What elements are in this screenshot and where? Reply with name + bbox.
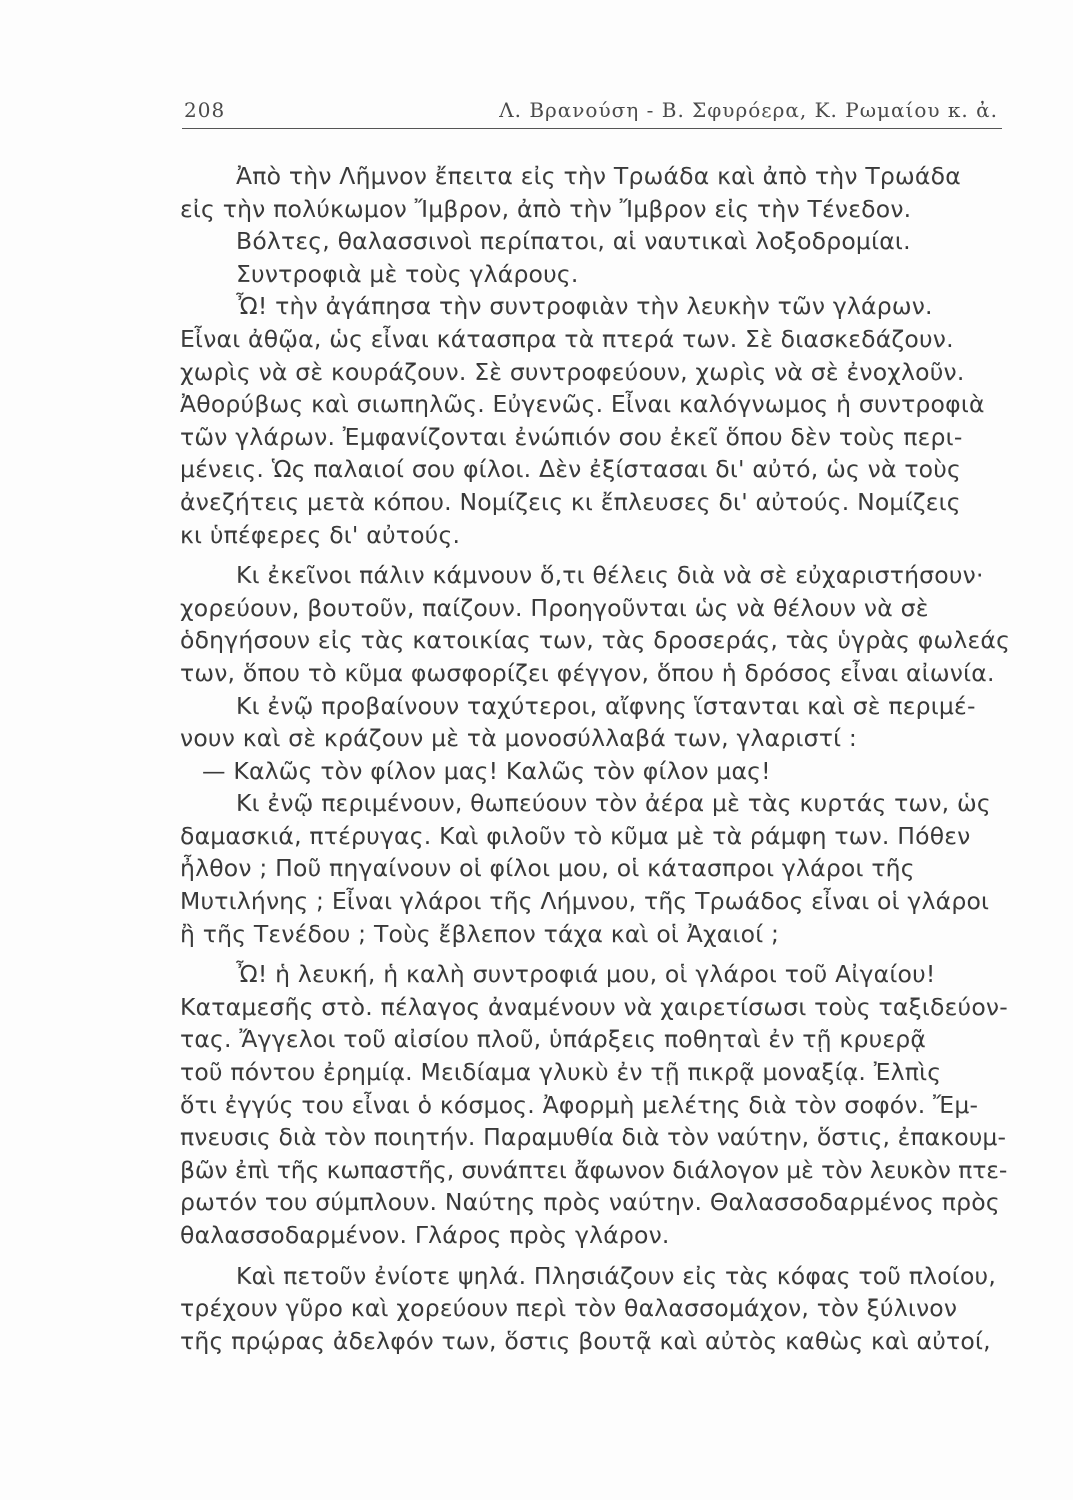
paragraph xyxy=(180,290,1010,551)
text-line: τῶν γλάρων. Ἐμφανίζονται ἐνώπιόν σου ἐκεῖ ὅπου δὲν τοὺς περι- xyxy=(180,422,963,451)
paragraph xyxy=(180,258,1010,291)
text-line: Ἀπὸ τὴν Λῆμνον ἔπειτα εἰς τὴν Τρωάδα καὶ ἀπὸ τὴν Τρωάδα xyxy=(236,162,961,190)
text-line: Συντροφιὰ μὲ τοὺς γλάρους. xyxy=(236,259,579,288)
text-line: Ὦ! ἡ λευκή, ἡ καλὴ συντροφιά μου, οἱ γλάροι τοῦ Αἰγαίου! xyxy=(236,960,936,989)
text-line: ρωτόν του σύμπλουν. Ναύτης πρὸς ναύτην. Θαλασσοδαρμένος πρὸς xyxy=(180,1188,1000,1217)
text-line: Ὦ! τὴν ἀγάπησα τὴν συντροφιὰν τὴν λευκὴν τῶν γλάρων. xyxy=(236,292,933,321)
text-line: μένεις. Ὡς παλαιοί σου φίλοι. Δὲν ἐξίστασαι δι' αὐτό, ὡς νὰ τοὺς xyxy=(180,455,962,484)
text-line: — Καλῶς τὸν φίλον μας! Καλῶς τὸν φίλον μας! xyxy=(202,756,771,785)
header-rule xyxy=(182,128,1002,129)
text-line: Καταμεσῆς στὸ. πέλαγος ἀναμένουν νὰ χαιρετίσωσι τοὺς ταξιδεύον- xyxy=(180,992,1008,1021)
running-head: Λ. Βρανούση - Β. Σφυρόερα, Κ. Ρωμαίου κ. ἀ. xyxy=(499,98,998,122)
text-line: τοῦ πόντου ἐρημίᾳ. Μειδίαμα γλυκὺ ἐν τῇ πικρᾷ μοναξίᾳ. Ἐλπὶς xyxy=(180,1058,942,1087)
text-line: κι ὑπέφερες δι' αὐτούς. xyxy=(180,520,461,549)
text-line: θαλασσοδαρμένον. Γλάρος πρὸς γλάρον. xyxy=(180,1221,670,1249)
text-line: ἢ τῆς Τενέδου ; Τοὺς ἔβλεπον τάχα καὶ οἱ Ἀχαιοί ; xyxy=(180,919,780,948)
paragraph xyxy=(180,958,1010,1251)
text-line: ὁδηγήσουν εἰς τὰς κατοικίας των, τὰς δροσεράς, τὰς ὑγρὰς φωλεάς xyxy=(180,626,1011,655)
text-line: χωρὶς νὰ σὲ κουράζουν. Σὲ συντροφεύουν, χωρὶς νὰ σὲ ἐνοχλοῦν. xyxy=(180,357,965,386)
paragraph xyxy=(180,1260,1010,1358)
text-line: Μυτιλήνης ; Εἶναι γλάροι τῆς Λήμνου, τῆς Τρωάδος εἶναι οἱ γλάροι xyxy=(180,887,990,916)
text-line: ἦλθον ; Ποῦ πηγαίνουν οἱ φίλοι μου, οἱ κάτασπροι γλάροι τῆς xyxy=(180,854,915,883)
paragraph xyxy=(180,690,1010,755)
text-line: τρέχουν γῦρο καὶ χορεύουν περὶ τὸν θαλασσομάχον, τὸν ξύλινον xyxy=(180,1294,958,1323)
text-line: Εἶναι ἀθῷα, ὡς εἶναι κάτασπρα τὰ πτερά των. Σὲ διασκεδάζουν. xyxy=(180,324,954,353)
text-line: Κι ἐκεῖνοι πάλιν κάμνουν ὅ,τι θέλεις διὰ νὰ σὲ εὐχαριστήσουν· xyxy=(236,561,984,590)
text-line: ὅτι ἐγγύς του εἶναι ὁ κόσμος. Ἀφορμὴ μελέτης διὰ τὸν σοφόν. Ἔμ- xyxy=(180,1090,979,1119)
text-line: τῆς πρῴρας ἀδελφόν των, ὅστις βουτᾷ καὶ αὐτὸς καθὼς καὶ αὐτοί, xyxy=(180,1326,991,1355)
text-line: δαμασκιά, πτέρυγας. Καὶ φιλοῦν τὸ κῦμα μὲ τὰ ράμφη των. Πόθεν xyxy=(180,821,971,850)
text-line: ἀνεζήτεις μετὰ κόπου. Νομίζεις κι ἔπλευσες δι' αὐτούς. Νομίζεις xyxy=(180,487,961,516)
paragraph xyxy=(180,559,1010,689)
paragraph xyxy=(180,787,1010,950)
paragraph xyxy=(180,755,1010,788)
text-line: των, ὅπου τὸ κῦμα φωσφορίζει φέγγον, ὅπου ἡ δρόσος εἶναι αἰωνία. xyxy=(180,658,995,687)
text-line: εἰς τὴν πολύκωμον Ἴμβρον, ἀπὸ τὴν Ἴμβρον εἰς τὴν Τένεδον. xyxy=(180,194,912,223)
body-text xyxy=(180,160,1010,1357)
text-line: Ἀθορύβως καὶ σιωπηλῶς. Εὐγενῶς. Εἶναι καλόγνωμος ἡ συντροφιὰ xyxy=(180,390,985,419)
text-line: τας. Ἄγγελοι τοῦ αἰσίου πλοῦ, ὑπάρξεις ποθηταὶ ἐν τῇ κρυερᾷ xyxy=(180,1025,927,1054)
paragraph xyxy=(180,225,1010,258)
text-line: Κι ἐνῷ προβαίνουν ταχύτεροι, αἴφνης ἵστανται καὶ σὲ περιμέ- xyxy=(236,691,976,720)
text-line: νουν καὶ σὲ κράζουν μὲ τὰ μονοσύλλαβά των, γλαριστί : xyxy=(180,724,858,753)
text-line: βῶν ἐπὶ τῆς κωπαστῆς, συνάπτει ἄφωνον διάλογον μὲ τὸν λευκὸν πτε- xyxy=(180,1155,1008,1184)
text-line: Κι ἐνῷ περιμένουν, θωπεύουν τὸν ἀέρα μὲ τὰς κυρτάς των, ὡς xyxy=(236,789,991,818)
text-line: πνευσις διὰ τὸν ποιητήν. Παραμυθία διὰ τὸν ναύτην, ὅστις, ἐπακουμ- xyxy=(180,1123,1007,1152)
page-number: 208 xyxy=(184,98,226,122)
text-line: χορεύουν, βουτοῦν, παίζουν. Προηγοῦνται ὡς νὰ θέλουν νὰ σὲ xyxy=(180,593,929,622)
text-line: Βόλτες, θαλασσινοὶ περίπατοι, αἱ ναυτικαὶ λοξοδρομίαι. xyxy=(236,227,911,256)
paragraph xyxy=(180,160,1010,225)
page-header xyxy=(182,92,1002,132)
text-line: Καὶ πετοῦν ἐνίοτε ψηλά. Πλησιάζουν εἰς τὰς κόφας τοῦ πλοίου, xyxy=(236,1261,996,1290)
